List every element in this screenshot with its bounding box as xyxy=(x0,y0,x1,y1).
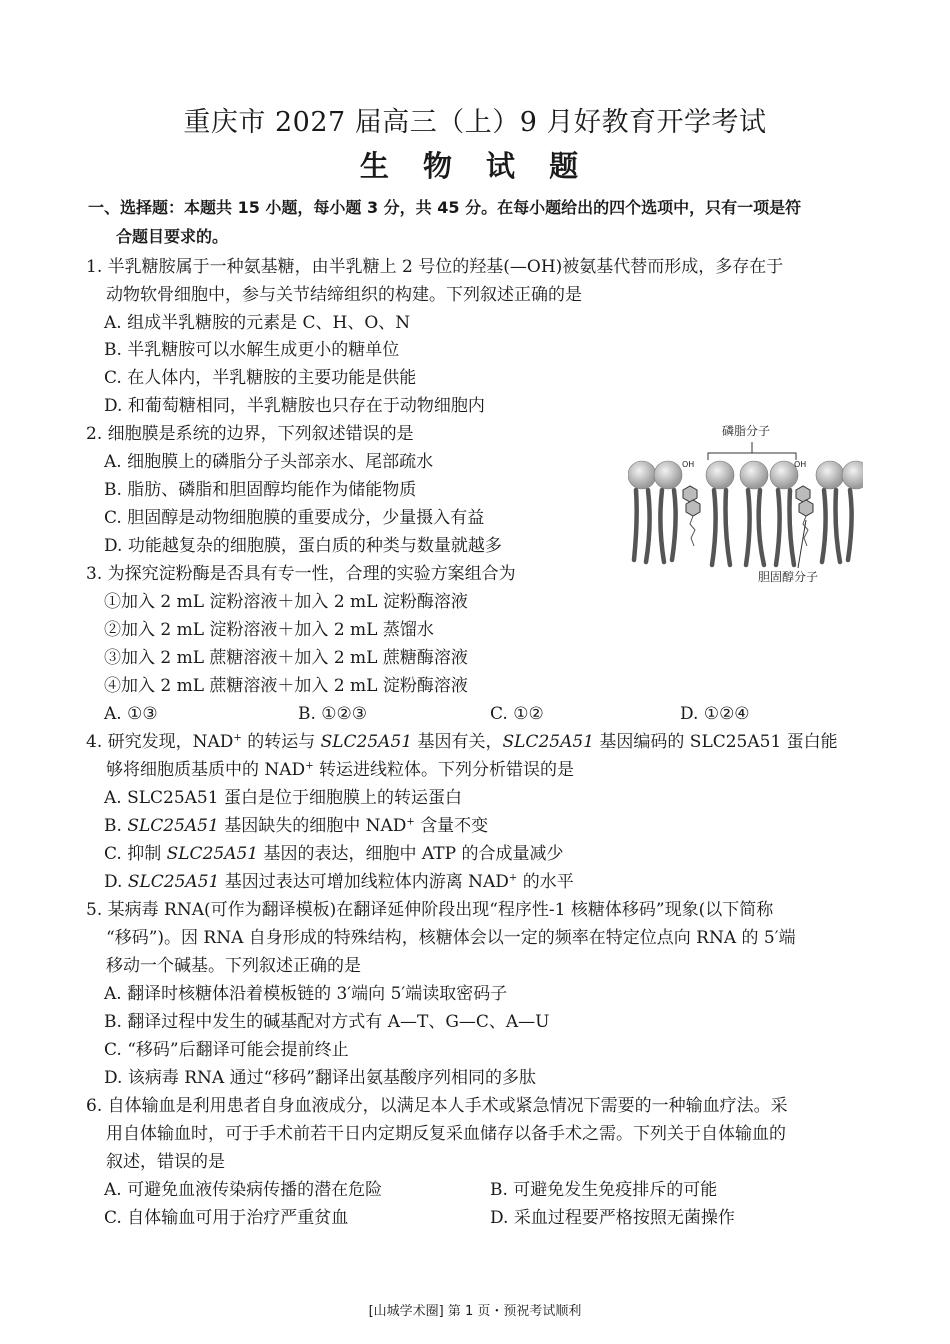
q4-text: 基因的表达，细胞中 ATP 的合成量减少 xyxy=(263,844,564,864)
membrane-figure xyxy=(628,420,863,585)
q4-text: 含量不变 xyxy=(420,816,489,836)
section-instructions-line1: 一、选择题：本题共 15 小题，每小题 3 分，共 45 分。在每小题给出的四个选项中，只有一项是符 xyxy=(88,198,802,217)
q4-option-b xyxy=(104,815,488,837)
superscript-plus: + xyxy=(406,816,415,828)
q2-option-a: A. 细胞膜上的磷脂分子头部亲水、尾部疏水 xyxy=(104,452,434,472)
q3-item-4: ④加入 2 mL 蔗糖溶液＋加入 2 mL 淀粉酶溶液 xyxy=(104,676,468,696)
option-letter: B. xyxy=(104,816,122,836)
q4-option-d xyxy=(104,871,574,893)
phospholipid-bilayer-diagram xyxy=(628,420,863,585)
q4-text: 转运进线粒体。下列分析错误的是 xyxy=(318,760,574,780)
q1-option-b: B. 半乳糖胺可以水解生成更小的糖单位 xyxy=(104,340,400,360)
superscript-plus: + xyxy=(508,872,518,884)
q6-stem-line1: 6. 自体输血是利用患者自身血液成分，以满足本人手术或紧急情况下需要的一种输血疗法。采 xyxy=(86,1096,788,1116)
q2-stem: 2. 细胞膜是系统的边界，下列叙述错误的是 xyxy=(86,424,414,444)
phospholipid-label: 磷脂分子 xyxy=(722,424,771,438)
q6-option-b: B. 可避免发生免疫排斥的可能 xyxy=(490,1180,718,1200)
oh-label-right: OH xyxy=(794,460,807,469)
section-instructions-line2: 合题目要求的。 xyxy=(116,227,229,246)
gene-name: SLC25A51 xyxy=(320,732,413,752)
q6-option-d: D. 采血过程要严格按照无菌操作 xyxy=(490,1208,735,1228)
q2-option-d: D. 功能越复杂的细胞膜，蛋白质的种类与数量就越多 xyxy=(104,536,502,556)
q4-text: 基因编码的 SLC25A51 蛋白能 xyxy=(599,732,838,752)
q5-stem-line2: “移码”)。因 RNA 自身形成的特殊结构，核糖体会以一定的频率在特定位点向 RNA 的 5′端 xyxy=(106,928,796,948)
q1-stem-line1: 1. 半乳糖胺属于一种氨基糖，由半乳糖上 2 号位的羟基(—OH)被氨基代替而形成，多存在于 xyxy=(86,257,784,277)
q4-text: 够将细胞质基质中的 NAD xyxy=(106,760,306,780)
q5-option-b: B. 翻译过程中发生的碱基配对方式有 A—T、G—C、A—U xyxy=(104,1012,550,1032)
page-subtitle: 生 物 试 题 xyxy=(359,149,591,183)
q3-option-d: D. ①②④ xyxy=(680,704,750,724)
q4-stem-line1 xyxy=(86,731,838,753)
q3-item-1: ①加入 2 mL 淀粉溶液＋加入 2 mL 淀粉酶溶液 xyxy=(104,592,468,612)
q1-option-d: D. 和葡萄糖相同，半乳糖胺也只存在于动物细胞内 xyxy=(104,396,485,416)
q5-stem-line3: 移动一个碱基。下列叙述正确的是 xyxy=(106,956,361,976)
cholesterol-label: 胆固醇分子 xyxy=(758,570,819,584)
gene-name: SLC25A51 xyxy=(127,872,220,892)
q5-option-d: D. 该病毒 RNA 通过“移码”翻译出氨基酸序列相同的多肽 xyxy=(104,1068,536,1088)
option-letter: D. xyxy=(104,872,123,892)
q4-text: 的水平 xyxy=(522,872,574,892)
q4-text: 基因缺失的细胞中 NAD xyxy=(224,816,407,836)
q6-option-c: C. 自体输血可用于治疗严重贫血 xyxy=(104,1208,349,1228)
q4-text: 的转运与 xyxy=(247,732,316,752)
q3-option-c: C. ①② xyxy=(490,704,544,724)
gene-name: SLC25A51 xyxy=(127,816,219,836)
q4-option-c xyxy=(104,843,563,865)
gene-name: SLC25A51 xyxy=(166,844,259,864)
q4-stem-line2 xyxy=(106,759,574,781)
q3-item-2: ②加入 2 mL 淀粉溶液＋加入 2 mL 蒸馏水 xyxy=(104,620,434,640)
option-letter: C. 抑制 xyxy=(104,844,162,864)
q4-text: 基因过表达可增加线粒体内游离 NAD xyxy=(224,872,509,892)
q2-option-b: B. 脂肪、磷脂和胆固醇均能作为储能物质 xyxy=(104,480,417,500)
q3-option-b: B. ①②③ xyxy=(298,704,368,724)
page-footer: [山城学术圈] 第 1 页・预祝考试顺利 xyxy=(368,1304,582,1319)
q3-item-3: ③加入 2 mL 蔗糖溶液＋加入 2 mL 蔗糖酶溶液 xyxy=(104,648,468,668)
q6-option-a: A. 可避免血液传染病传播的潜在危险 xyxy=(104,1180,383,1200)
q5-stem-line1: 5. 某病毒 RNA(可作为翻译模板)在翻译延伸阶段出现“程序性-1 核糖体移码”现象(以下简称 xyxy=(86,900,774,920)
superscript-plus: + xyxy=(233,732,242,744)
q5-option-c: C. “移码”后翻译可能会提前终止 xyxy=(104,1040,349,1060)
q1-option-a: A. 组成半乳糖胺的元素是 C、H、O、N xyxy=(104,313,411,333)
gene-name: SLC25A51 xyxy=(502,732,594,752)
q4-text: 4. 研究发现，NAD xyxy=(86,732,234,752)
q2-option-c: C. 胆固醇是动物细胞膜的重要成分，少量摄入有益 xyxy=(104,508,485,528)
q4-text: 基因有关， xyxy=(417,732,503,752)
q6-stem-line3: 叙述，错误的是 xyxy=(106,1152,225,1172)
q1-option-c: C. 在人体内，半乳糖胺的主要功能是供能 xyxy=(104,368,417,388)
q4-option-a: A. SLC25A51 蛋白是位于细胞膜上的转运蛋白 xyxy=(104,788,462,808)
oh-label-left: OH xyxy=(682,460,695,469)
q5-option-a: A. 翻译时核糖体沿着模板链的 3′端向 5′端读取密码子 xyxy=(104,984,508,1004)
q3-option-a: A. ①③ xyxy=(104,704,158,724)
q1-stem-line2: 动物软骨细胞中，参与关节结缔组织的构建。下列叙述正确的是 xyxy=(106,285,582,305)
page-title: 重庆市 2027 届高三（上）9 月好教育开学考试 xyxy=(183,107,767,138)
superscript-plus: + xyxy=(305,760,314,772)
q6-stem-line2: 用自体输血时，可于手术前若干日内定期反复采血储存以备手术之需。下列关于自体输血的 xyxy=(106,1124,786,1144)
q3-stem: 3. 为探究淀粉酶是否具有专一性，合理的实验方案组合为 xyxy=(86,564,516,584)
